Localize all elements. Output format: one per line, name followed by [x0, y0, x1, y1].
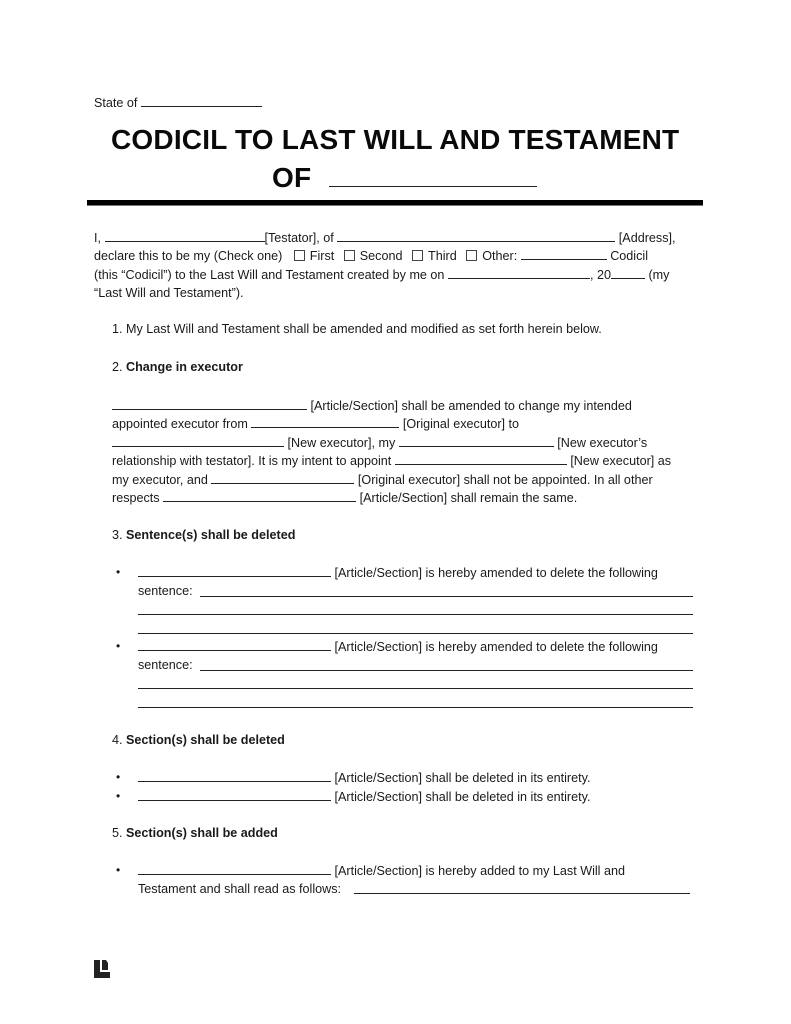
article-section-field[interactable]: [112, 396, 307, 410]
sentence-field-line-2[interactable]: [138, 614, 693, 615]
s3-item-1-line-2: [138, 582, 193, 600]
intro-text: declare this to be my (Check one): [94, 249, 283, 263]
sentence-field-line-1[interactable]: [200, 670, 693, 671]
s3-text: [Article/Section] is hereby amended to delete the following: [334, 566, 658, 580]
section-number: 4.: [112, 733, 123, 747]
s2-text: [Article/Section] shall remain the same.: [359, 491, 578, 505]
s4-item-1: [138, 768, 590, 787]
bullet-icon: •: [116, 639, 121, 653]
intro-text: , 20: [589, 268, 611, 282]
sentence-field-line-3[interactable]: [138, 707, 693, 708]
article-section-field[interactable]: [138, 563, 331, 577]
intro-text: (this “Codicil”) to the Last Will and Testament created by me on: [94, 268, 445, 282]
bullet-icon: •: [116, 789, 121, 803]
s2-line-3: [112, 433, 647, 452]
will-date-field[interactable]: [448, 265, 590, 279]
sentence-field-line-1[interactable]: [200, 596, 693, 597]
s5-item-line-1: [138, 861, 625, 880]
checkbox-third[interactable]: [412, 250, 423, 261]
s2-text: [Article/Section] shall be amended to change my intended: [310, 399, 632, 413]
new-executor-field[interactable]: [112, 433, 284, 447]
s2-text: [New executor’s: [557, 436, 648, 450]
s3-item-2-line-2: [138, 656, 193, 674]
intro-text: (my: [648, 268, 670, 282]
section-5-heading: [112, 824, 278, 842]
title-of-label: OF: [272, 162, 312, 193]
section-1-text: 1. My Last Will and Testament shall be amended and modified as set forth herein below.: [112, 322, 602, 336]
other-field[interactable]: [521, 246, 607, 260]
s2-text: [New executor] as: [570, 454, 672, 468]
s2-text: my executor, and: [112, 473, 208, 487]
sentence-label: sentence:: [138, 658, 193, 672]
section-2-heading: [112, 358, 243, 376]
s2-text: respects: [112, 491, 160, 505]
testator-name-field[interactable]: [329, 166, 537, 187]
document-title-of-line: [272, 162, 537, 194]
legal-templates-logo-icon: [94, 960, 110, 978]
testator-field[interactable]: [105, 228, 265, 242]
s2-line-2: [112, 414, 519, 433]
option-label-second: Second: [359, 249, 403, 263]
state-label: State of: [94, 96, 138, 110]
bullet-icon: •: [116, 565, 121, 579]
section-number: 3.: [112, 528, 123, 542]
sentence-label: sentence:: [138, 584, 193, 598]
sentence-field-line-3[interactable]: [138, 633, 693, 634]
added-section-text-field[interactable]: [354, 893, 690, 894]
original-executor-field[interactable]: [251, 414, 399, 428]
intro-line-4: “Last Will and Testament”).: [94, 286, 244, 300]
s2-line-6: [112, 488, 577, 507]
section-title: Section(s) shall be added: [126, 826, 278, 840]
s3-item-2-line-1: [138, 637, 658, 656]
section-4-heading: [112, 731, 285, 749]
section-3-heading: [112, 526, 295, 544]
s3-text: [Article/Section] is hereby amended to delete the following: [334, 640, 658, 654]
article-section-field[interactable]: [138, 787, 331, 801]
will-year-field[interactable]: [611, 265, 645, 279]
checkbox-second[interactable]: [344, 250, 355, 261]
option-label-other: Other:: [482, 249, 518, 263]
header-divider-shadow: [87, 205, 703, 206]
section-title: Sentence(s) shall be deleted: [126, 528, 296, 542]
intro-line-1: [94, 228, 676, 247]
s5-item-line-2: [138, 880, 341, 898]
s2-text: [Original executor] shall not be appointed. In all other: [357, 473, 653, 487]
article-section-field[interactable]: [138, 637, 331, 651]
s4-text: [Article/Section] shall be deleted in its entirety.: [334, 771, 591, 785]
s2-text: relationship with testator]. It is my intent to appoint: [112, 454, 392, 468]
state-of-line: [94, 93, 262, 112]
bullet-icon: •: [116, 863, 121, 877]
section-number: 5.: [112, 826, 123, 840]
intro-text: Codicil: [610, 249, 648, 263]
s5-text: Testament and shall read as follows:: [138, 882, 342, 896]
s2-line-4: [112, 451, 671, 470]
sentence-field-line-2[interactable]: [138, 688, 693, 689]
intro-text: I,: [94, 231, 101, 245]
option-label-first: First: [309, 249, 335, 263]
s2-text: appointed executor from: [112, 417, 248, 431]
intro-line-2: [94, 246, 648, 265]
section-title: Section(s) shall be deleted: [126, 733, 285, 747]
checkbox-first[interactable]: [294, 250, 305, 261]
s2-text: [Original executor] to: [402, 417, 520, 431]
document-title: CODICIL TO LAST WILL AND TESTAMENT: [111, 124, 680, 155]
option-label-third: Third: [428, 249, 457, 263]
relationship-field[interactable]: [399, 433, 554, 447]
s4-item-2: [138, 787, 590, 806]
not-appointed-executor-field[interactable]: [211, 470, 354, 484]
bullet-icon: •: [116, 770, 121, 784]
intro-text: [Testator], of: [264, 231, 334, 245]
state-field[interactable]: [141, 93, 262, 107]
s4-text: [Article/Section] shall be deleted in its entirety.: [334, 790, 591, 804]
article-section-field[interactable]: [138, 768, 331, 782]
s2-line-5: [112, 470, 653, 489]
checkbox-other[interactable]: [466, 250, 477, 261]
s2-line-1: [112, 396, 632, 415]
intro-line-3: [94, 265, 669, 284]
address-field[interactable]: [337, 228, 615, 242]
appoint-new-executor-field[interactable]: [395, 451, 567, 465]
section-number: 2.: [112, 360, 123, 374]
s5-text: [Article/Section] is hereby added to my Last Will and: [334, 864, 625, 878]
s3-item-1-line-1: [138, 563, 658, 582]
remain-article-field[interactable]: [163, 488, 356, 502]
section-title: Change in executor: [126, 360, 243, 374]
s2-text: [New executor], my: [287, 436, 396, 450]
article-section-field[interactable]: [138, 861, 331, 875]
intro-text: [Address],: [618, 231, 676, 245]
